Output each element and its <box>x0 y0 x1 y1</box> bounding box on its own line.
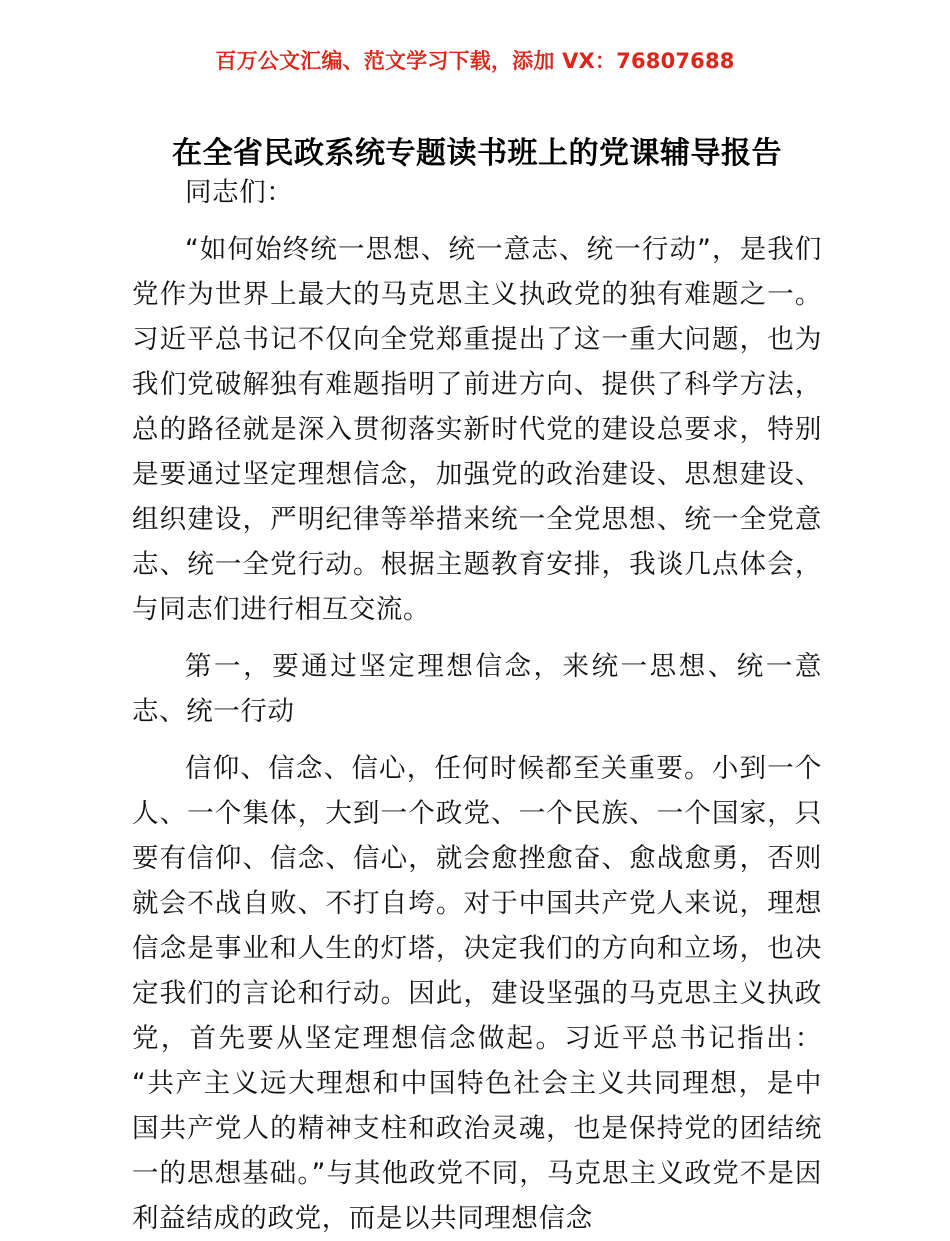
page-title: 在全省民政系统专题读书班上的党课辅导报告 <box>172 136 782 172</box>
document-body <box>132 170 822 1241</box>
promo-watermark-header: 百万公文汇编、范文学习下载，添加 VX：76807688 <box>215 49 735 73</box>
paragraph-salutation: 同志们： <box>185 177 294 208</box>
paragraph-section-1-body: 信仰、信念、信心，任何时候都至关重要。小到一个人、一个集体，大到一个政党、一个民族、一个国家，只要有信仰、信念、信心，就会愈挫愈奋、愈战愈勇，否则就会不战自败、不打自垮。对于中国共产党人来说，理想信念是事业和人生的灯塔，决定我们的方向和立场，也决定我们的言论和行动。因此，建设坚强的马克思主义执政党，首先要从坚定理想信念做起。习近平总书记指出：“共产主义远大理想和中国特色社会主义共同理想，是中国共产党人的精神支柱和政治灵魂，也是保持党的团结统一的思想基础。”与其他政党不同，马克思主义政党不是因利益结成的政党，而是以共同理想信念 <box>132 753 822 1234</box>
paragraph-opening: “如何始终统一思想、统一意志、统一行动”，是我们党作为世界上最大的马克思主义执政党的独有难题之一。习近平总书记不仅向全党郑重提出了这一重大问题，也为我们党破解独有难题指明了前进方向、提供了科学方法，总的路径就是深入贯彻落实新时代党的建设总要求，特别是要通过坚定理想信念，加强党的政治建设、思想建设、组织建设，严明纪律等举措来统一全党思想、统一全党意志、统一全党行动。根据主题教育安排，我谈几点体会，与同志们进行相互交流。 <box>132 234 822 625</box>
paragraph-section-heading-1: 第一，要通过坚定理想信念，来统一思想、统一意志、统一行动 <box>132 651 822 727</box>
